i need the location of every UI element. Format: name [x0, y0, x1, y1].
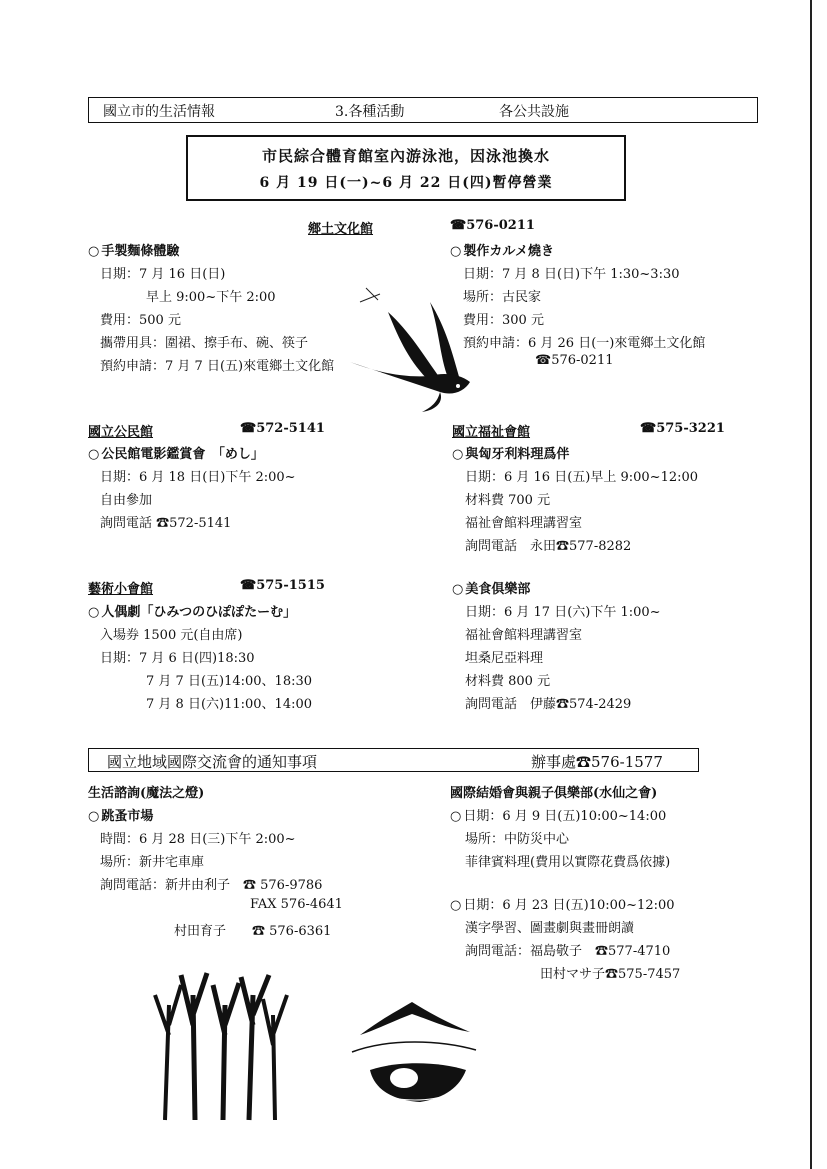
- page-edge: [810, 0, 812, 1169]
- karume-place: 場所：古民家: [463, 290, 542, 305]
- header-category: 3.各種活動: [335, 104, 405, 120]
- noodle-reserve: 預約申請：7 月 7 日(五)來電鄉土文化館: [100, 359, 335, 374]
- karume-fee: 費用：300 元: [463, 313, 544, 328]
- geijutsu-phone: ☎575-1515: [240, 578, 325, 593]
- geijutsu-event: ○ 人偶劇「ひみつのひぽぽたーむ」: [88, 601, 296, 620]
- kominkan-inquiry: 詢問電話 ☎572-5141: [100, 516, 232, 531]
- geijutsu-date2: 7 月 7 日(五)14:00、18:30: [146, 674, 313, 689]
- gourmet-cuisine: 坦桑尼亞料理: [465, 651, 544, 666]
- club-e2-inquiry: 詢問電話：福島敬子 ☎577-4710: [465, 944, 671, 959]
- intl-office: 辦事處☎576-1577: [531, 753, 663, 771]
- intl-title: 國立地域國際交流會的通知事項: [107, 753, 318, 771]
- consult-time: 時間：6 月 28 日(三)下午 2:00~: [100, 832, 296, 847]
- noodle-fee: 費用：500 元: [100, 313, 181, 328]
- header-sub: 各公共設施: [499, 104, 569, 120]
- club-title: 國際結婚會與親子俱樂部(水仙之會): [450, 786, 658, 801]
- consult-place: 場所：新井宅車庫: [100, 855, 205, 870]
- fukushi-inquiry: 詢問電話 永田☎577-8282: [465, 539, 632, 554]
- header-bar: [88, 97, 758, 123]
- karume-reserve: 預約申請：6 月 26 日(一)來電鄉土文化館: [463, 336, 706, 351]
- kominkan-note: 自由參加: [100, 493, 153, 508]
- fukushi-place: 福祉會館料理講習室: [465, 516, 583, 531]
- kominkan-date: 日期：6 月 18 日(日)下午 2:00~: [100, 470, 296, 485]
- geijutsu-title: 藝術小會館: [88, 582, 154, 597]
- club-e2-contact2: 田村マサ子☎575-7457: [540, 967, 681, 982]
- noodle-title: ○ 手製麵條體驗: [88, 240, 179, 259]
- fukushi-event: ○ 與匈牙利料理爲伴: [452, 443, 569, 462]
- kyodo-title: 鄉土文化館: [308, 222, 374, 237]
- consult-inquiry: 詢問電話：新井由利子 ☎ 576-9786: [100, 878, 323, 893]
- consult-title: 生活諮詢(魔法之燈): [88, 786, 205, 801]
- geijutsu-ticket: 入場券 1500 元(自由席): [100, 628, 243, 643]
- club-e2-date: ○ 日期：6 月 23 日(五)10:00~12:00: [450, 894, 675, 913]
- noodle-time: 早上 9:00~下午 2:00: [146, 290, 276, 305]
- geijutsu-date3: 7 月 8 日(六)11:00、14:00: [146, 697, 313, 712]
- kominkan-event: ○ 公民館電影鑑賞會 「めし」: [88, 443, 264, 462]
- fukushi-date: 日期：6 月 16 日(五)早上 9:00~12:00: [465, 470, 699, 485]
- fukushi-title: 國立福祉會館: [452, 425, 531, 440]
- trees-illustration: [145, 965, 300, 1125]
- consult-event: ○ 跳蚤市場: [88, 805, 153, 824]
- fukushi-phone: ☎575-3221: [640, 421, 725, 436]
- club-e1-place: 場所：中防災中心: [465, 832, 570, 847]
- pool-notice: [186, 135, 626, 201]
- consult-contact2: 村田育子 ☎ 576-6361: [174, 924, 332, 939]
- intl-header-bar: [88, 748, 699, 772]
- kyodo-phone: ☎576-0211: [450, 218, 535, 233]
- kominkan-title: 國立公民館: [88, 425, 154, 440]
- mountain-illustration: [350, 990, 480, 1110]
- karume-date: 日期：7 月 8 日(日)下午 1:30~3:30: [463, 267, 680, 282]
- header-section: 國立市的生活情報: [103, 104, 215, 120]
- geijutsu-date1: 日期：7 月 6 日(四)18:30: [100, 651, 255, 666]
- consult-fax: FAX 576-4641: [250, 897, 343, 912]
- gourmet-date: 日期：6 月 17 日(六)下午 1:00~: [465, 605, 661, 620]
- fukushi-fee: 材料費 700 元: [465, 493, 551, 508]
- gourmet-title: ○ 美食俱樂部: [452, 578, 530, 597]
- club-e1-date: ○ 日期：6 月 9 日(五)10:00~14:00: [450, 805, 666, 824]
- gourmet-place: 福祉會館料理講習室: [465, 628, 583, 643]
- gourmet-fee: 材料費 800 元: [465, 674, 551, 689]
- club-e2-desc: 漢字學習、圖畫劇與畫冊朗讀: [465, 921, 635, 936]
- swallow-illustration: [340, 282, 490, 422]
- notice-line1: 市民綜合體育館室內游泳池，因泳池換水: [261, 147, 550, 165]
- club-e1-desc: 菲律賓料理(費用以實際花費爲依據): [465, 855, 671, 870]
- noodle-date: 日期：7 月 16 日(日): [100, 267, 226, 282]
- gourmet-inquiry: 詢問電話 伊藤☎574-2429: [465, 697, 632, 712]
- karume-phone: ☎576-0211: [535, 353, 614, 368]
- noodle-bring: 攜帶用具：圍裙、擦手布、碗、筷子: [100, 336, 309, 351]
- karume-title: ○ 製作カルメ燒き: [450, 240, 554, 259]
- notice-line2: 6 月 19 日(一)~6 月 22 日(四)暫停營業: [259, 175, 553, 191]
- kominkan-phone: ☎572-5141: [240, 421, 325, 436]
